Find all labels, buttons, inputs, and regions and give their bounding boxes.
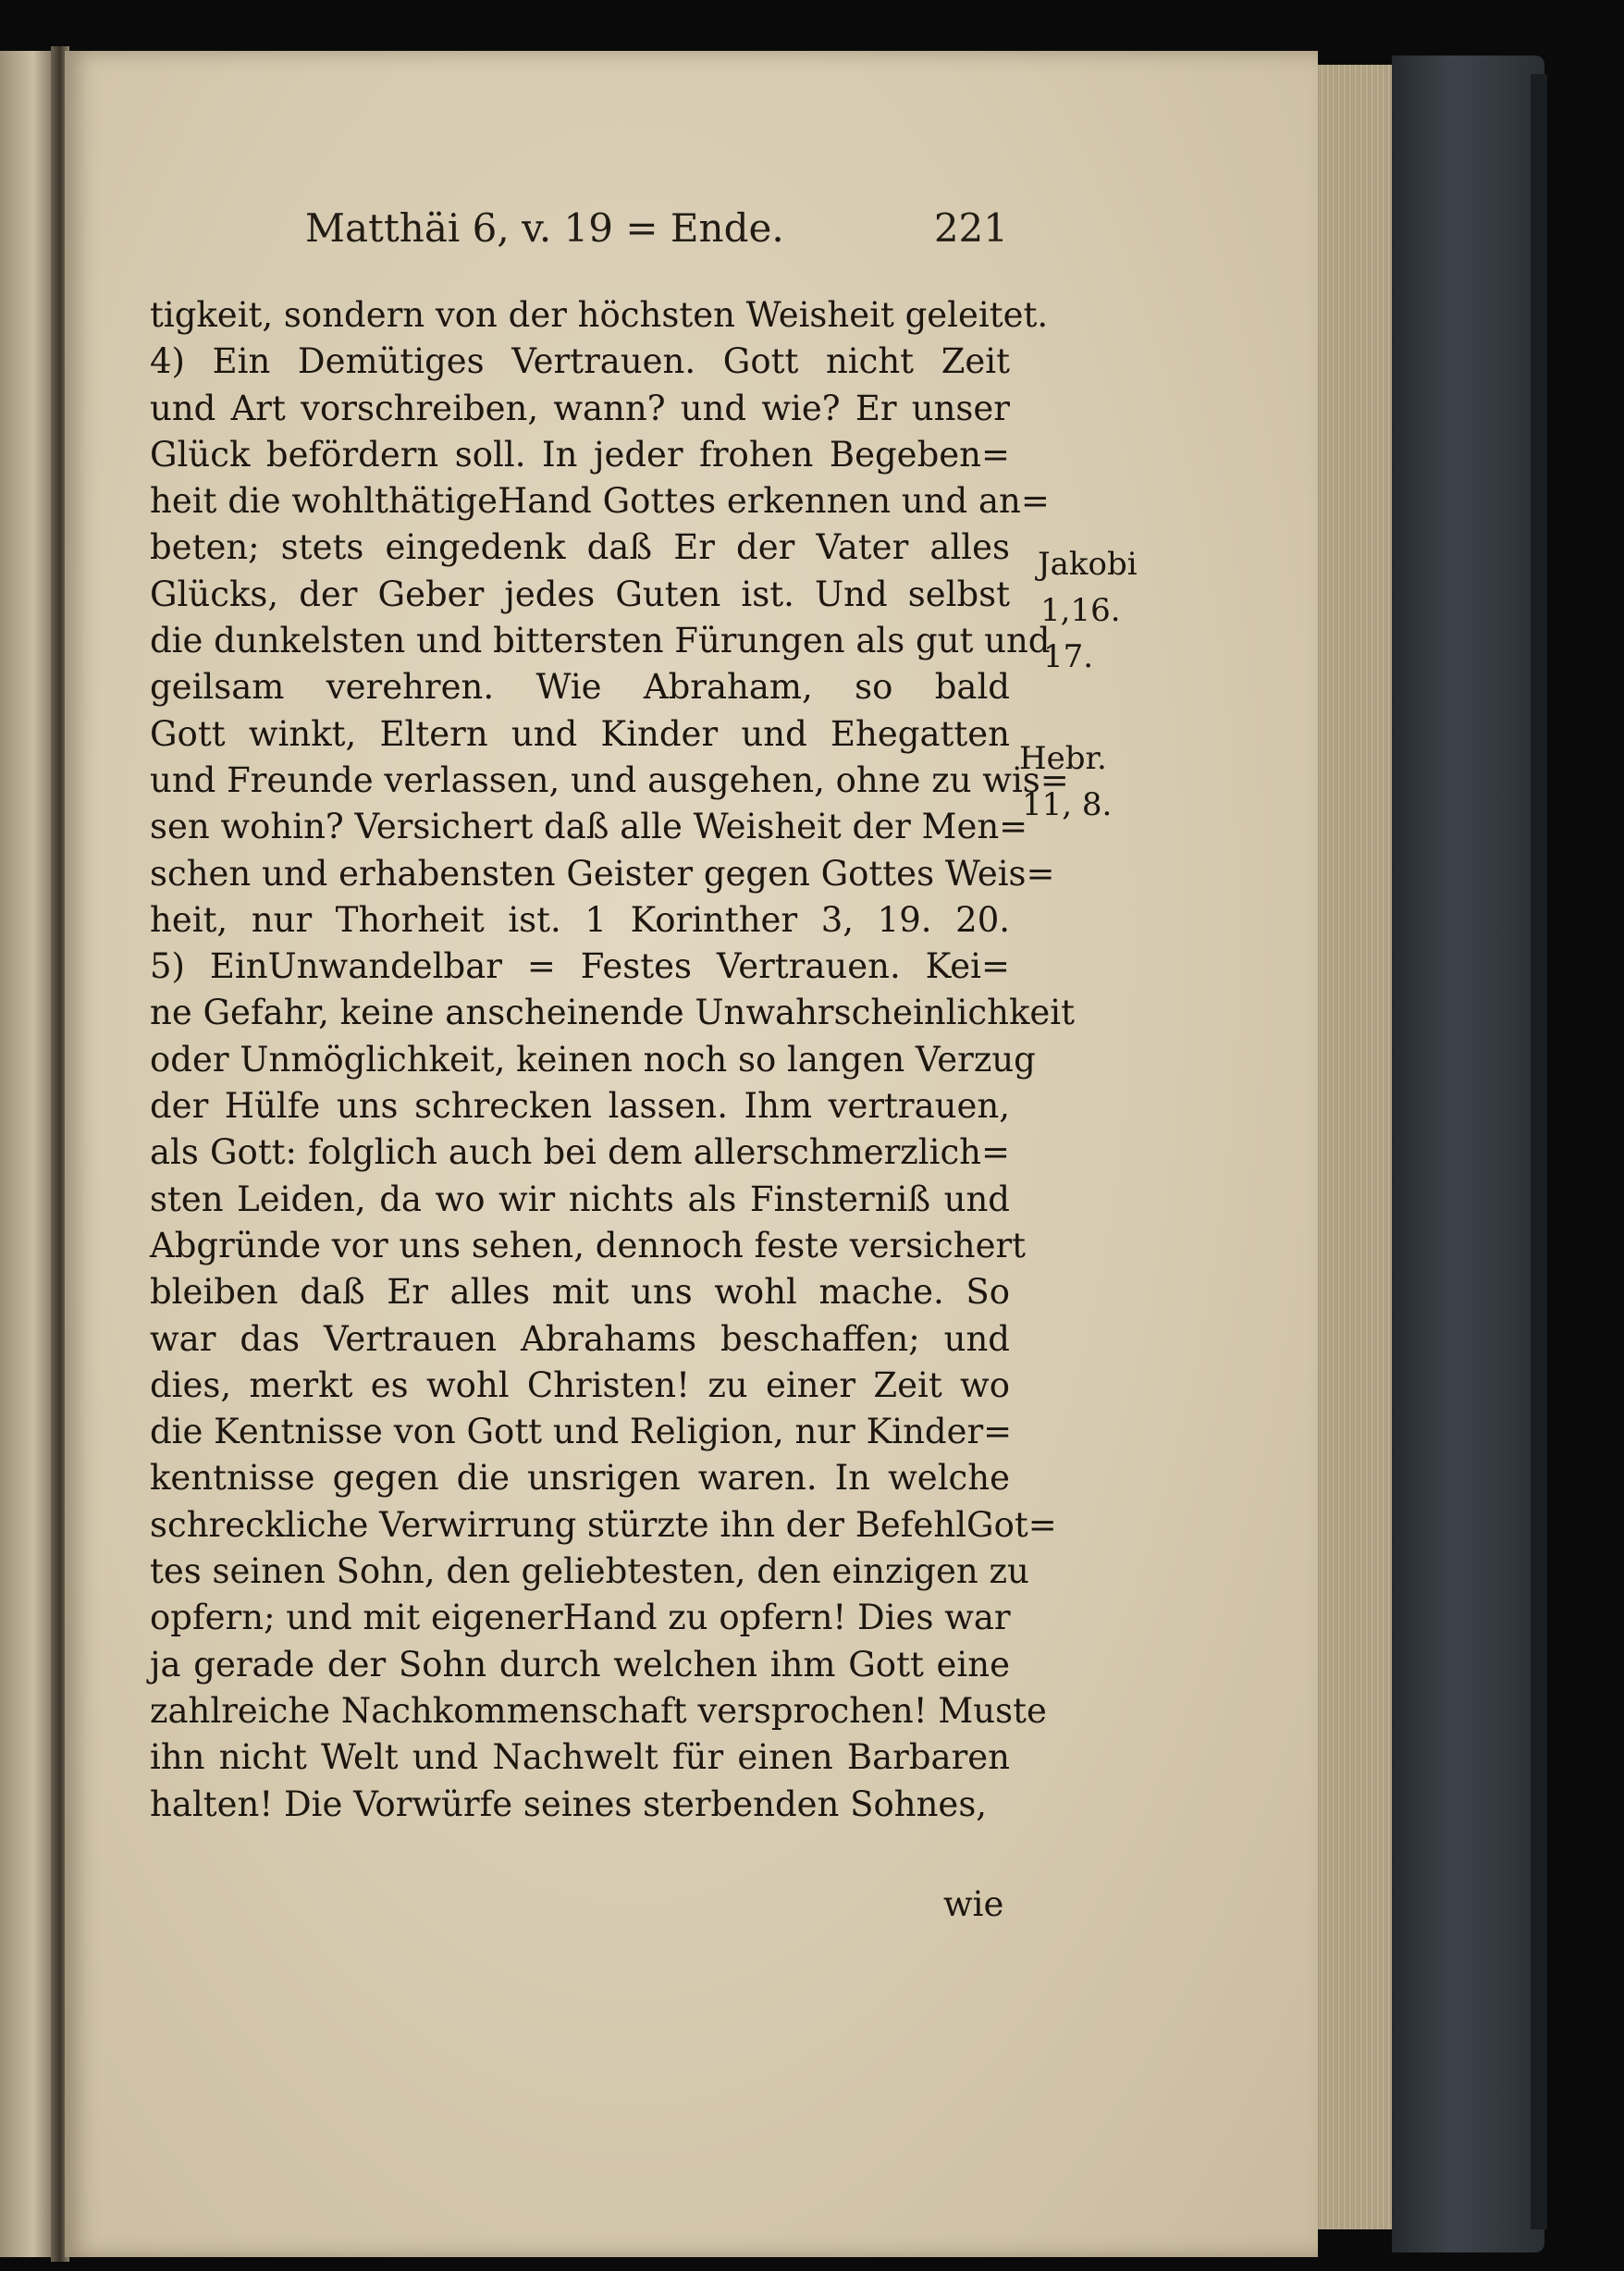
facing-page-edge <box>0 51 55 2257</box>
text-line: tes seinen Sohn, den geliebtesten, den einzigen zu <box>150 1551 1029 1592</box>
text-line: schen und erhabensten Geister gegen Gottes Weis= <box>150 853 1055 894</box>
text-line: heit die wohlthätigeHand Gottes erkennen und an= <box>150 481 1050 522</box>
text-line: sten Leiden, da wo wir nichts als Finsterniß und <box>150 1179 1010 1219</box>
margin-note-hebr: Hebr. <box>1019 740 1107 777</box>
text-line: opfern; und mit eigenerHand zu opfern! Dies war <box>150 1598 1011 1638</box>
text-line: schreckliche Verwirrung stürzte ihn der BefehlGot= <box>150 1504 1057 1545</box>
text-line: ihn nicht Welt und Nachwelt für einen Barbaren <box>150 1737 1010 1778</box>
text-line: die dunkelsten und bittersten Fürungen als gut und <box>150 621 1051 661</box>
text-line: geilsam verehren. Wie Abraham, so bald <box>150 667 1010 708</box>
text-line: beten; stets eingedenk daß Er der Vater alles <box>150 527 1010 568</box>
text-line: oder Unmöglichkeit, keinen noch so langen Verzug <box>150 1039 1036 1080</box>
page-header <box>305 205 1008 261</box>
text-line: halten! Die Vorwürfe seines sterbenden Sohnes, <box>150 1783 988 1824</box>
text-line: und Freunde verlassen, und ausgehen, ohne zu wis= <box>150 759 1069 800</box>
text-line: Glücks, der Geber jedes Guten ist. Und selbst <box>150 574 1010 614</box>
running-title: Matthäi 6, v. 19 = Ende. <box>305 205 784 251</box>
text-line: ja gerade der Sohn durch welchen ihm Gott eine <box>150 1644 1010 1685</box>
text-line: heit, nur Thorheit ist. 1 Korinther 3, 19. 20. <box>150 899 1010 940</box>
text-line: 4) Ein Demütiges Vertrauen. Gott nicht Zeit <box>150 341 1010 382</box>
text-line: Gott winkt, Eltern und Kinder und Ehegatten <box>150 713 1010 754</box>
text-line: dies, merkt es wohl Christen! zu einer Zeit wo <box>150 1364 1010 1405</box>
catchword: wie <box>943 1884 1004 1924</box>
text-line: ne Gefahr, keine anscheinende Unwahrscheinlichkeit <box>150 993 1075 1033</box>
margin-note-jakobi-verse-2: 17. <box>1043 638 1094 675</box>
text-line: Abgründe vor uns sehen, dennoch feste versichert <box>150 1225 1027 1265</box>
margin-note-jakobi-verse: 1,16. <box>1040 592 1121 629</box>
cover-edge <box>1531 74 1547 2229</box>
text-line: 5) EinUnwandelbar = Festes Vertrauen. Kei= <box>150 946 1010 987</box>
text-line: bleiben daß Er alles mit uns wohl mache. So <box>150 1272 1010 1313</box>
text-line: als Gott: folglich auch bei dem allerschmerzlich= <box>150 1132 1010 1173</box>
text-line: Glück befördern soll. In jeder frohen Begeben= <box>150 434 1010 475</box>
page-block-edges <box>1313 65 1401 2229</box>
text-line: und Art vorschreiben, wann? und wie? Er unser <box>150 388 1010 428</box>
margin-note-hebr-verse: 11, 8. <box>1022 786 1113 823</box>
text-line: kentnisse gegen die unsrigen waren. In welche <box>150 1458 1010 1499</box>
page-number: 221 <box>933 205 1008 251</box>
text-line: war das Vertrauen Abrahams beschaffen; und <box>150 1318 1010 1359</box>
text-line: der Hülfe uns schrecken lassen. Ihm vertrauen, <box>150 1086 1010 1127</box>
text-line: die Kentnisse von Gott und Religion, nur Kinder= <box>150 1412 1013 1452</box>
text-line: zahlreiche Nachkommenschaft versprochen! Muste <box>150 1690 1047 1731</box>
text-line: sen wohin? Versichert daß alle Weisheit der Men= <box>150 807 1028 847</box>
book-cover <box>1392 56 1544 2252</box>
margin-note-jakobi: Jakobi <box>1038 546 1138 583</box>
text-line: tigkeit, sondern von der höchsten Weisheit geleitet. <box>150 295 1049 335</box>
